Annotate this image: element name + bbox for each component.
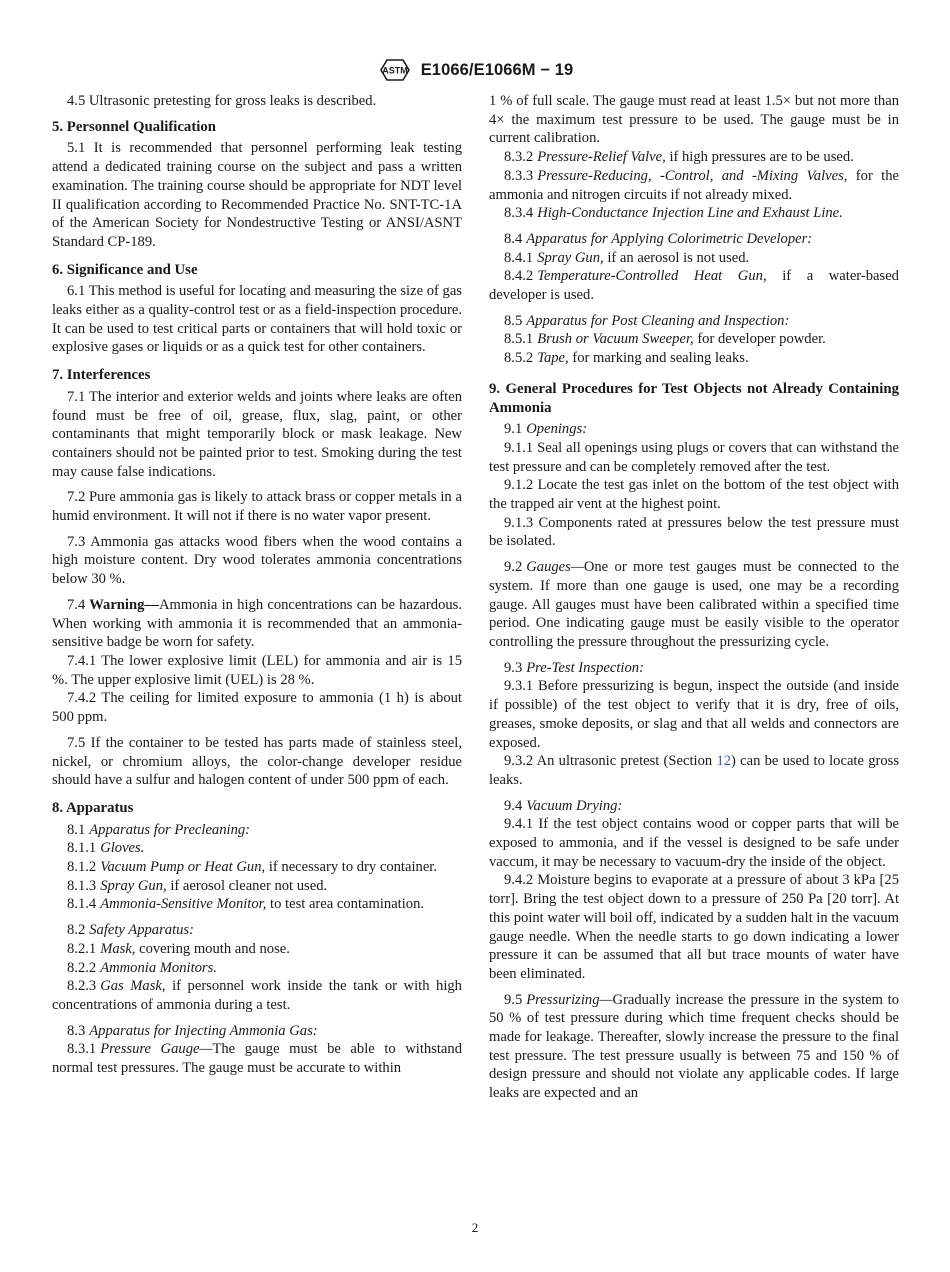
section-4-5: 4.5 Ultrasonic pretesting for gross leaks is described. (67, 93, 377, 109)
section-7-5: 7.5 If the container to be tested has parts made of stainless steel, nickel, or chromium alloys, the color-change developer residue should have a sulfur and halogen content of under 500 ppm of each. (52, 734, 462, 789)
section-12-link[interactable]: 12 (716, 753, 732, 770)
page-number: 2 (471, 1220, 479, 1235)
section-5-heading: 5. Personnel Qualification (52, 118, 216, 135)
section-9-3-1: 9.3.1 Before pressurizing is begun, inspect the outside (and inside if possible) of the test object to verify that it is dry, free of oils, greases, smoke deposits, or slag and that all welds and connectors are exposed. (489, 678, 899, 751)
page-header (0, 55, 950, 85)
left-column (52, 92, 462, 1078)
section-8-2: 8.2 Safety Apparatus: (67, 922, 194, 939)
section-8-1-1: 8.1.1 Gloves. (67, 840, 145, 857)
document-designation: E1066/E1066M − 19 (420, 60, 574, 79)
section-9-heading: 9. General Procedures for Test Objects not Already Containing Ammonia (489, 380, 899, 416)
section-9-2: 9.2 Gauges—One or more test gauges must be connected to the system. If more than one gauge is used, one may be a recording gauge. All gauges must have been calibrated within a specified time period. One indicating gauge must be easily visible to the operator controlling the pressure throughout the pressurizing cycle. (489, 559, 899, 650)
right-column (489, 92, 899, 1103)
section-8-2-1: 8.2.1 Mask, covering mouth and nose. (67, 940, 290, 957)
section-9-1: 9.1 Openings: (504, 421, 588, 438)
section-7-4-2: 7.4.2 The ceiling for limited exposure to ammonia (1 h) is about 500 ppm. (52, 690, 462, 726)
section-8-2-3: 8.2.3 Gas Mask, if personnel work inside the tank or with high concentrations of ammonia during a test. (52, 978, 462, 1013)
section-9-4-2: 9.4.2 Moisture begins to evaporate at a pressure of about 3 kPa [25 torr]. Bring the test object down to a pressure of 250 Pa [20 torr]. At this point water will boil off, indicated by a sudden halt in the vacuum gauge needle. When the needle starts to go down indicating a lower pressure it can be assumed that all but trace mounts of water have been eliminated. (489, 872, 899, 982)
section-7-1: 7.1 The interior and exterior welds and joints where leaks are often found must be free of oil, grease, flux, slag, paint, or other contaminants that might temporarily block or mask leakage. New containers should not be painted prior to test. Smoking during the test may cause false indications. (52, 388, 462, 480)
warning-text: Ammonia in high concentrations can be hazardous. When working with ammonia it is recommended that an ammonia-sensitive badge be worn for safety. (52, 596, 462, 651)
section-9-1-2: 9.1.2 Locate the test gas inlet on the bottom of the test object with the trapped air vent at the highest point. (489, 477, 899, 513)
section-5-1: 5.1 It is recommended that personnel performing leak testing attend a dedicated training course on the subject and pass a written examination. The training course should be appropriate for NDT level II qualification according to Recommended Practice No. SNT-TC-1A of the American Society for Nondestructive Testing or ANSI/ASNT Standard CP-189. (52, 140, 462, 250)
section-7-4-1: 7.4.1 The lower explosive limit (LEL) for ammonia and air is 15 %. The upper explosive limit (UEL) is 28 %. (52, 652, 462, 688)
section-8-1-3: 8.1.3 Spray Gun, if aerosol cleaner not used. (67, 877, 328, 894)
section-8-1: 8.1 Apparatus for Precleaning: (67, 821, 251, 838)
section-8-3-1-continued: 1 % of full scale. The gauge must read at least 1.5× but not more than 4× the maximum test pressure to be used. The gauge must be in current calibration. (489, 93, 899, 147)
section-7-3: 7.3 Ammonia gas attacks wood fibers when the wood contains a high moisture content. Dry wood tolerates ammonia concentrations below 30 %. (52, 533, 462, 588)
section-8-4: 8.4 Apparatus for Applying Colorimetric Developer: (504, 230, 813, 247)
section-8-5-1: 8.5.1 Brush or Vacuum Sweeper, for developer powder. (504, 331, 826, 348)
section-8-3-3: 8.3.3 Pressure-Reducing, -Control, and -Mixing Valves, for the ammonia and nitrogen circuits if not already mixed. (489, 167, 899, 203)
section-9-1-3: 9.1.3 Components rated at pressures below the test pressure must be isolated. (489, 514, 899, 550)
warning-label: Warning— (89, 596, 159, 613)
section-8-3: 8.3 Apparatus for Injecting Ammonia Gas: (67, 1022, 318, 1039)
section-8-1-4: 8.1.4 Ammonia-Sensitive Monitor, to test area contamination. (67, 896, 425, 913)
svg-text:ASTM: ASTM (381, 65, 408, 76)
section-9-1-1: 9.1.1 Seal all openings using plugs or covers that can withstand the test pressure and can be completely removed after the test. (489, 439, 899, 475)
section-8-5: 8.5 Apparatus for Post Cleaning and Inspection: (504, 312, 790, 329)
section-8-4-1: 8.4.1 Spray Gun, if an aerosol is not used. (504, 249, 750, 266)
section-9-3-2: 9.3.2 An ultrasonic pretest (Section 12) can be used to locate gross leaks. (489, 753, 900, 788)
section-7-4-number: 7.4 (67, 596, 86, 613)
astm-logo-icon (377, 56, 413, 84)
section-8-heading: 8. Apparatus (52, 799, 134, 816)
section-7-2: 7.2 Pure ammonia gas is likely to attack brass or copper metals in a humid environment. It will not if there is no water vapor present. (52, 489, 462, 525)
section-7-4 (52, 596, 462, 652)
section-8-5-2: 8.5.2 Tape, for marking and sealing leaks. (504, 350, 749, 367)
section-8-1-2: 8.1.2 Vacuum Pump or Heat Gun, if necessary to dry container. (67, 859, 437, 876)
section-7-heading: 7. Interferences (52, 367, 151, 384)
section-8-3-4: 8.3.4 High-Conductance Injection Line and Exhaust Line. (504, 205, 843, 222)
section-8-4-2: 8.4.2 Temperature-Controlled Heat Gun, if a water-based developer is used. (489, 268, 899, 304)
section-8-2-2: 8.2.2 Ammonia Monitors. (67, 959, 217, 976)
section-9-4-1: 9.4.1 If the test object contains wood or copper parts that will be exposed to ammonia, and if the vessel is designed to be safe under vaccum, it may be necessary to vacuum-dry the inside of the object. (489, 816, 899, 870)
section-9-5: 9.5 Pressurizing—Gradually increase the pressure in the system to 50 % of test pressure during which time frequent checks should be made for leakage. Thereafter, slowly increase the pressure to the final test pressure. The test pressure usually is between 75 and 150 % of design pressure and should not violate any applicable codes. If large leaks are expected and an (489, 991, 899, 1102)
section-6-heading: 6. Significance and Use (52, 261, 198, 278)
section-6-1: 6.1 This method is useful for locating and measuring the size of gas leaks either as a quality-control test or as a field-inspection procedure. It can be used to test critical parts or containers that will hold toxic or explosive gases or liquids or as a quick test for other containers. (52, 283, 462, 356)
section-9-3: 9.3 Pre-Test Inspection: (504, 659, 644, 676)
section-8-3-2: 8.3.2 Pressure-Relief Valve, if high pressures are to be used. (504, 149, 854, 166)
section-9-4: 9.4 Vacuum Drying: (504, 797, 623, 814)
section-8-3-1: 8.3.1 Pressure Gauge—The gauge must be able to withstand normal test pressures. The gauge must be accurate to within (52, 1041, 462, 1077)
